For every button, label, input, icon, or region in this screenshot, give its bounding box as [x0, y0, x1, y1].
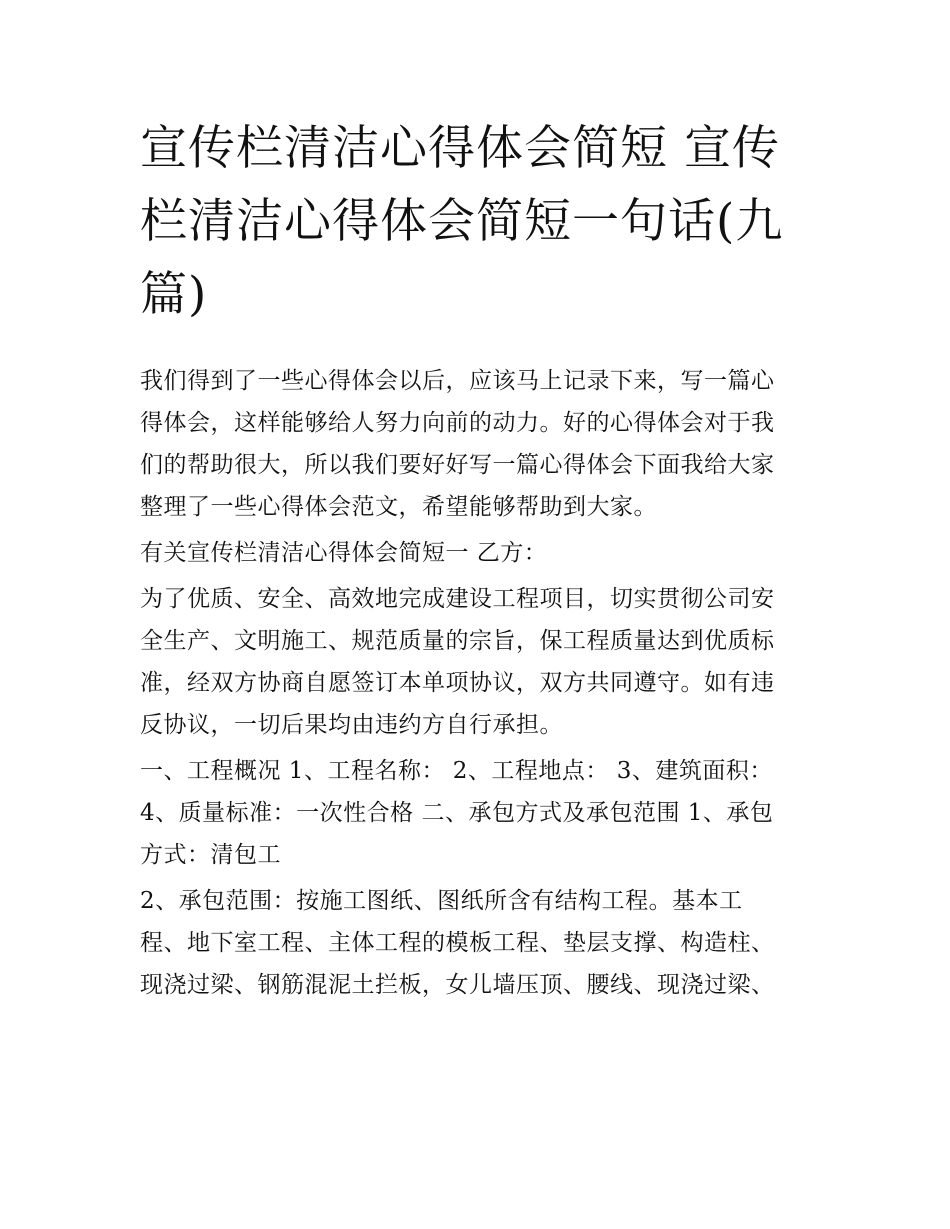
- intro-paragraph: [140, 360, 820, 528]
- text-line: 为了优质、安全、高效地完成建设工程项目，切实贯彻公司安: [140, 586, 775, 612]
- title-line: 宣传栏清洁心得体会简短 宣传: [140, 121, 780, 176]
- project-overview-paragraph: [140, 750, 820, 876]
- purpose-paragraph: [140, 578, 820, 746]
- text-line: 现浇过梁、钢筋混泥土拦板，女儿墙压顶、腰线、现浇过梁、: [140, 972, 775, 998]
- title-line: 篇): [140, 267, 208, 322]
- text-line: 一、工程概况 1、工程名称： 2、工程地点： 3、建筑面积：: [140, 758, 773, 784]
- text-line: 我们得到了一些心得体会以后，应该马上记录下来，写一篇心: [140, 368, 775, 394]
- title-line: 栏清洁心得体会简短一句话(九: [140, 194, 784, 249]
- text-line: 得体会，这样能够给人努力向前的动力。好的心得体会对于我: [140, 410, 775, 436]
- text-line: 方式：清包工: [140, 842, 281, 868]
- text-line: 整理了一些心得体会范文，希望能够帮助到大家。: [140, 494, 657, 520]
- scope-paragraph: [140, 880, 820, 1006]
- text-line: 准，经双方协商自愿签订本单项协议，双方共同遵守。如有违: [140, 670, 775, 696]
- section-heading-paragraph: [140, 532, 820, 574]
- document-body: [140, 360, 820, 1010]
- text-line: 反协议，一切后果均由违约方自行承担。: [140, 712, 563, 738]
- text-line: 程、地下室工程、主体工程的模板工程、垫层支撑、构造柱、: [140, 930, 775, 956]
- text-line: 们的帮助很大，所以我们要好好写一篇心得体会下面我给大家: [140, 452, 775, 478]
- text-line: 4、质量标准：一次性合格 二、承包方式及承包范围 1、承包: [140, 800, 774, 826]
- document-title: [140, 112, 820, 331]
- text-line: 有关宣传栏清洁心得体会简短一 乙方：: [140, 540, 548, 566]
- text-line: 全生产、文明施工、规范质量的宗旨，保工程质量达到优质标: [140, 628, 775, 654]
- text-line: 2、承包范围：按施工图纸、图纸所含有结构工程。基本工: [140, 888, 743, 914]
